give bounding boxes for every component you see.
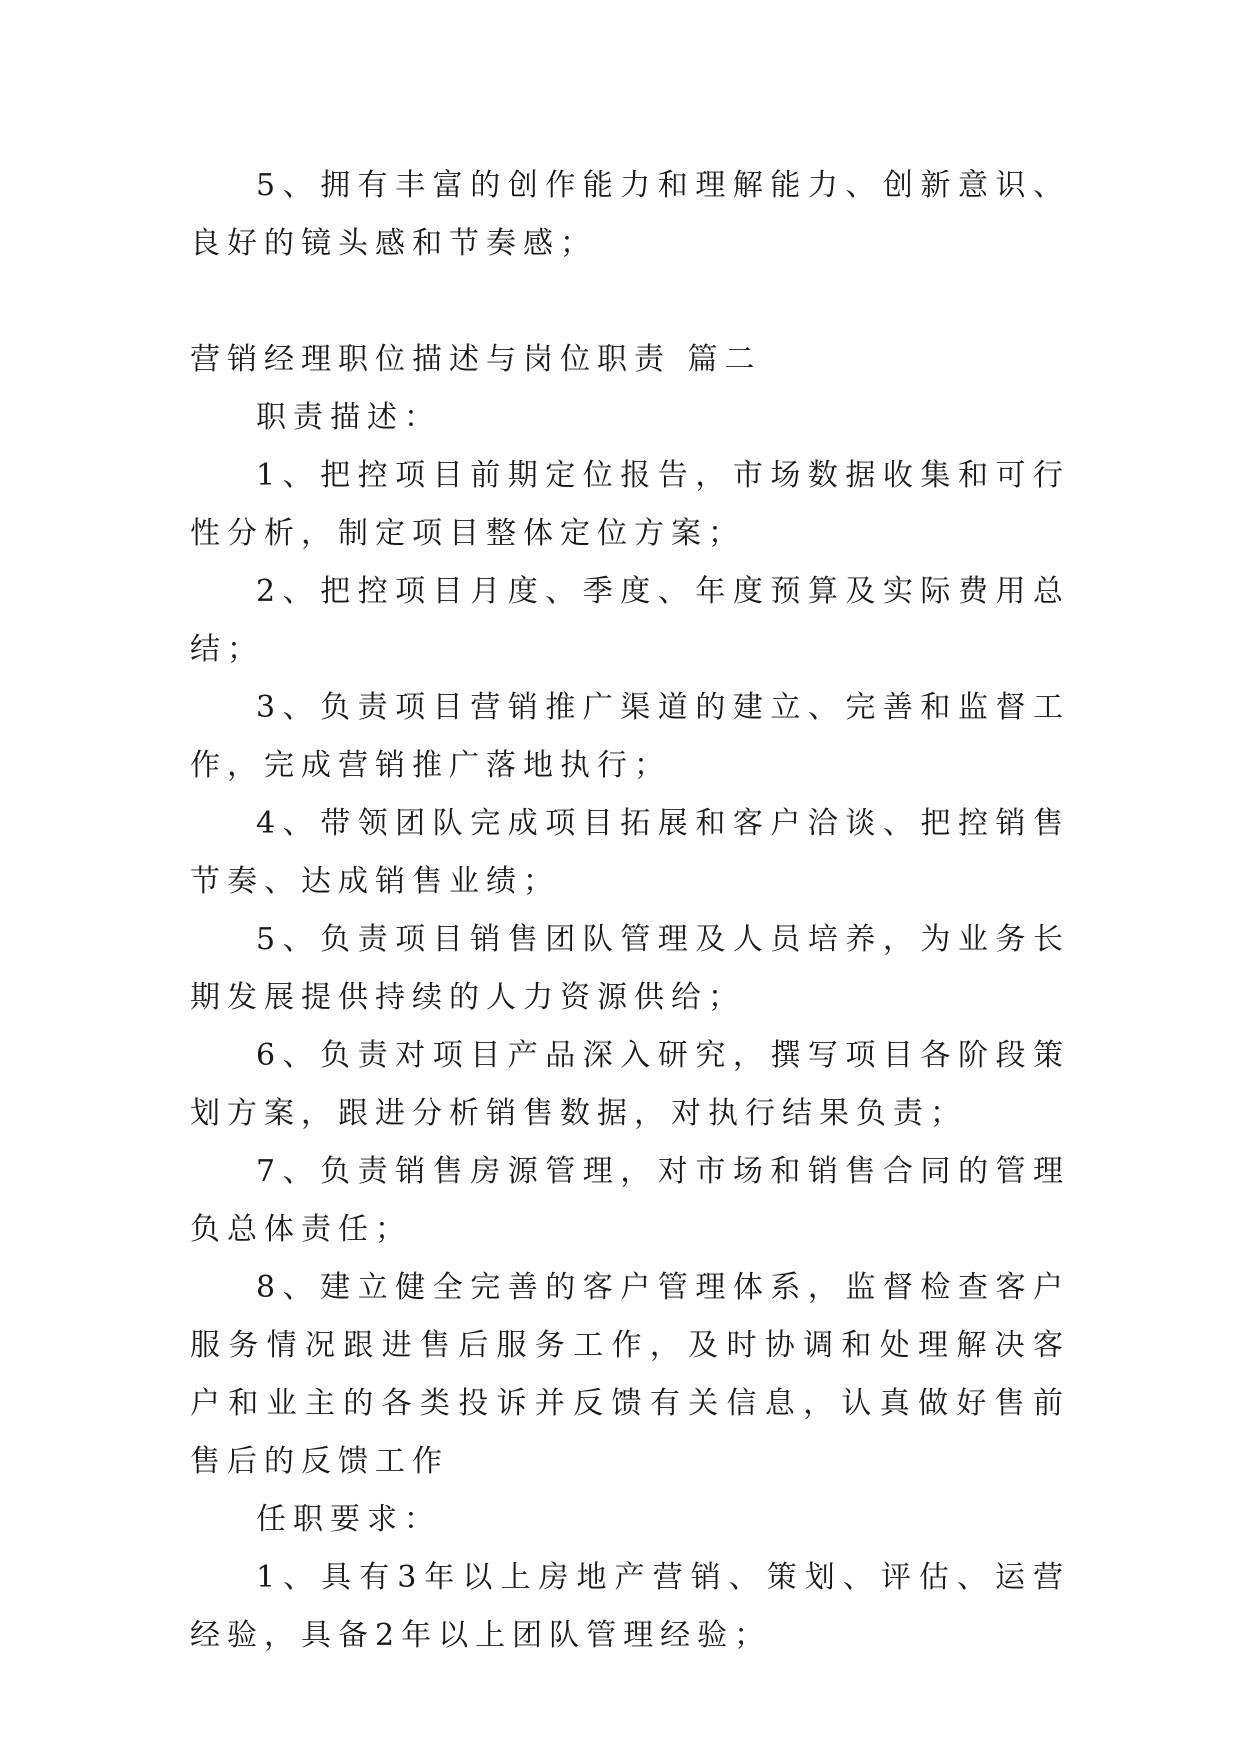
skill-item-5: 5、拥有丰富的创作能力和理解能力、创新意识、良好的镜头感和节奏感； (190, 168, 1070, 261)
duty-item-3: 3、负责项目营销推广渠道的建立、完善和监督工作，完成营销推广落地执行； (190, 690, 1070, 783)
duty-item-1: 1、把控项目前期定位报告，市场数据收集和可行性分析，制定项目整体定位方案； (190, 458, 1070, 551)
requirements-label: 任职要求： (256, 1502, 441, 1537)
section-spacer (190, 273, 1070, 331)
duty-item-4: 4、带领团队完成项目拓展和客户洽谈、把控销售节奏、达成销售业绩； (190, 806, 1070, 899)
duties-label: 职责描述： (256, 400, 441, 435)
document-body (190, 157, 1070, 1665)
duty-item-7: 7、负责销售房源管理，对市场和销售合同的管理负总体责任； (190, 1154, 1070, 1247)
duty-item-6: 6、负责对项目产品深入研究，撰写项目各阶段策划方案，跟进分析销售数据，对执行结果负责； (190, 1038, 1070, 1131)
requirement-item-1: 1、具有3年以上房地产营销、策划、评估、运营经验，具备2年以上团队管理经验； (190, 1560, 1070, 1653)
duty-item-2: 2、把控项目月度、季度、年度预算及实际费用总结； (190, 574, 1070, 667)
duty-item-8: 8、建立健全完善的客户管理体系，监督检查客户服务情况跟进售后服务工作，及时协调和处理解决客户和业主的各类投诉并反馈有关信息，认真做好售前售后的反馈工作 (190, 1270, 1070, 1479)
section-title: 营销经理职位描述与岗位职责 篇二 (190, 342, 762, 377)
duty-item-5: 5、负责项目销售团队管理及人员培养，为业务长期发展提供持续的人力资源供给； (190, 922, 1070, 1015)
